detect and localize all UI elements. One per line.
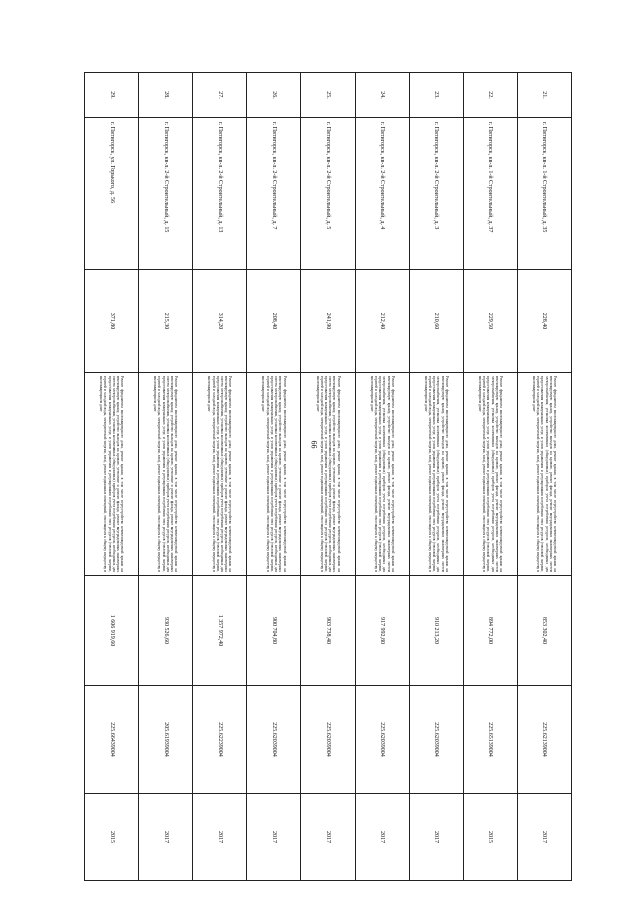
address-cell: г. Пятигорск, кв-л. 1-й Строительный, д. 37 — [463, 118, 517, 270]
cost-cell: 894 772,00 — [463, 576, 517, 686]
row-number: 29. — [85, 73, 139, 118]
address-cell: г. Пятигорск, кв-л. 2-й Строительный, д. 4 — [355, 118, 409, 270]
row-number: 25. — [301, 73, 355, 118]
cost-cell: 1 606 919,60 — [85, 576, 139, 686]
rotated-table-frame — [84, 72, 572, 880]
table-row — [355, 73, 409, 881]
budget-code-cell: 225.65139004 — [463, 686, 517, 794]
cost-cell: 900 704,80 — [247, 576, 301, 686]
table-row — [139, 73, 193, 881]
address-cell: г. Пятигорск, кв-л. 1-й Строительный, д. 35 — [517, 118, 571, 270]
year-cell: 2017 — [301, 794, 355, 881]
cost-cell: 910 213,20 — [409, 576, 463, 686]
area-cell: 208,40 — [247, 270, 301, 373]
year-cell: 2017 — [355, 794, 409, 881]
year-cell: 2017 — [247, 794, 301, 881]
cost-cell: 903 738,40 — [301, 576, 355, 686]
table-row — [409, 73, 463, 881]
address-cell: г. Пятигорск, кв-л. 2-й Строительный, д. 13 — [193, 118, 247, 270]
table-row — [301, 73, 355, 881]
row-number: 24. — [355, 73, 409, 118]
address-cell: г. Пятигорск, кв-л. 2-й Строительный, д. 3 — [409, 118, 463, 270]
address-cell: г. Пятигорск, кв-л. 2-й Строительный, д. 15 — [139, 118, 193, 270]
row-number: 27. — [193, 73, 247, 118]
works-description-cell: Ремонт фундамента многоквартирного дома, ремонт крыши, в том числе переустройство невентилируемой крыши на вентилируемую крышу, устройство выходов на кровлю, ремонт фасада, ремонт внутридомовых инженерных систем электроснабжения, установка коллективных (общедомовых) приборов учета потребления ресурсов, необходимых для предоставления коммунальных услуг, и узлов управления и регулирования потребления этих ресурсов (тепловой энергии, горячей и холодной воды, электрической энергии, газа), ремонт подвальных помещений, относящихся к общему имуществу в многоквартирном доме — [517, 373, 571, 576]
budget-code-cell: 225.62039004 — [247, 686, 301, 794]
year-cell: 2015 — [463, 794, 517, 881]
works-description-cell: Ремонт фундамента многоквартирного дома, ремонт крыши, в том числе переустройство невентилируемой крыши на вентилируемую крышу, устройство выходов на кровлю, утепление и ремонт фасада, ремонт внутридомовых инженерных систем электроснабжения, установка коллективных (общедомовых) приборов учета потребления ресурсов, необходимых для предоставления коммунальных услуг, и узлов управления и регулирования потребления этих ресурсов (тепловой энергии, горячей и холодной воды, электрической энергии, газа), ремонт подвальных помещений, относящихся к общему имуществу в многоквартирном доме — [193, 373, 247, 576]
cost-cell: 853 302,40 — [517, 576, 571, 686]
budget-code-cell: 225.62039004 — [355, 686, 409, 794]
cost-cell: 1 357 972,40 — [193, 576, 247, 686]
works-description-cell: Ремонт фундамента многоквартирного дома, ремонт крыши, в том числе переустройство невентилируемой крыши на вентилируемую крышу, устройство выходов на кровлю, утепление и ремонт фасада, ремонт внутридомовых инженерных систем электроснабжения, установка коллективных (общедомовых) приборов учета потребления ресурсов, необходимых для предоставления коммунальных услуг, и узлов управления и регулирования потребления этих ресурсов (тепловой энергии, горячей и холодной воды, электрической энергии, газа), ремонт подвальных помещений, относящихся к общему имуществу в многоквартирном доме — [139, 373, 193, 576]
page-number: 66 — [309, 440, 319, 449]
area-cell: 314,20 — [193, 270, 247, 373]
budget-code-cell: 225.62139004 — [517, 686, 571, 794]
area-cell: 228,40 — [517, 270, 571, 373]
area-cell: 215,30 — [139, 270, 193, 373]
area-cell: 210,60 — [409, 270, 463, 373]
row-number: 23. — [409, 73, 463, 118]
address-cell: г. Пятигорск, кв-л. 2-й Строительный, д. 5 — [301, 118, 355, 270]
works-description-cell: Ремонт фундамента многоквартирного дома, ремонт крыши, в том числе переустройство невентилируемой крыши на вентилируемую крышу, устройство выходов на кровлю, ремонт фасада, ремонт внутридомовых инженерных систем электроснабжения, установка коллективных (общедомовых) приборов учета потребления ресурсов, необходимых для предоставления коммунальных услуг, и узлов управления и регулирования потребления этих ресурсов (тепловой энергии, горячей и холодной воды, электрической энергии, газа), ремонт подвальных помещений, относящихся к общему имуществу в многоквартирном доме — [355, 373, 409, 576]
area-cell: 371,80 — [85, 270, 139, 373]
area-cell: 212,40 — [355, 270, 409, 373]
works-description-cell: Ремонт фундамента многоквартирного дома, ремонт крыши, в том числе переустройство невентилируемой крыши на вентилируемую крышу, устройство выходов на кровлю, ремонт фасада, ремонт внутридомовых инженерных систем электроснабжения, установка коллективных (общедомовых) приборов учета потребления ресурсов, необходимых для предоставления коммунальных услуг, и узлов управления и регулирования потребления этих ресурсов (тепловой энергии, горячей и холодной воды, электрической энергии, газа), ремонт подвальных помещений, относящихся к общему имуществу в многоквартирном доме — [463, 373, 517, 576]
table-body — [85, 73, 572, 881]
budget-code-cell: 225.62039004 — [409, 686, 463, 794]
repair-program-table — [84, 72, 572, 881]
works-description-cell: Ремонт фундамента многоквартирного дома, ремонт крыши, в том числе переустройство невентилируемой крыши на вентилируемую крышу, устройство выходов на кровлю, утепление и ремонт фасада, ремонт внутридомовых инженерных систем электроснабжения, установка коллективных (общедомовых) приборов учета потребления ресурсов, необходимых для предоставления коммунальных услуг, и узлов управления и регулирования потребления этих ресурсов (тепловой энергии, горячей и холодной воды, электрической энергии, газа), ремонт подвальных помещений, относящихся к общему имуществу в многоквартирном доме — [85, 373, 139, 576]
address-cell: г. Пятигорск, ул. Горького, д. 56 — [85, 118, 139, 270]
budget-code-cell: 205.61939004 — [139, 686, 193, 794]
area-cell: 229,50 — [463, 270, 517, 373]
table-row — [517, 73, 571, 881]
table-row — [85, 73, 139, 881]
year-cell: 2017 — [517, 794, 571, 881]
table-row — [193, 73, 247, 881]
cost-cell: 917 992,80 — [355, 576, 409, 686]
address-cell: г. Пятигорск, кв-л. 2-й Строительный, д. 7 — [247, 118, 301, 270]
budget-code-cell: 225.66439004 — [85, 686, 139, 794]
year-cell: 2017 — [409, 794, 463, 881]
table-container — [84, 72, 572, 880]
budget-code-cell: 225.62239004 — [193, 686, 247, 794]
year-cell: 2017 — [193, 794, 247, 881]
row-number: 26. — [247, 73, 301, 118]
budget-code-cell: 225.62039004 — [301, 686, 355, 794]
row-number: 28. — [139, 73, 193, 118]
year-cell: 2015 — [85, 794, 139, 881]
works-description-cell: Ремонт фундамента многоквартирного дома, ремонт крыши, в том числе переустройство невентилируемой крыши на вентилируемую крышу, устройство выходов на кровлю, утепление и ремонт фасада, ремонт внутридомовых инженерных систем электроснабжения, установка коллективных (общедомовых) приборов учета потребления ресурсов, необходимых для предоставления коммунальных услуг, и узлов управления и регулирования потребления этих ресурсов (тепловой энергии, горячей и холодной воды, электрической энергии, газа), ремонт подвальных помещений, относящихся к общему имуществу в многоквартирном доме — [301, 373, 355, 576]
table-row — [463, 73, 517, 881]
cost-cell: 930 526,60 — [139, 576, 193, 686]
year-cell: 2017 — [139, 794, 193, 881]
table-row — [247, 73, 301, 881]
row-number: 22. — [463, 73, 517, 118]
works-description-cell: Ремонт фундамента многоквартирного дома, ремонт крыши, в том числе переустройство невентилируемой крыши на вентилируемую крышу, устройство выходов на кровлю, утепление и ремонт фасада, ремонт внутридомовых инженерных систем электроснабжения, установка коллективных (общедомовых) приборов учета потребления ресурсов, необходимых для предоставления коммунальных услуг, и узлов управления и регулирования потребления этих ресурсов (тепловой энергии, горячей и холодной воды, электрической энергии, газа), ремонт подвальных помещений, относящихся к общему имуществу в многоквартирном доме — [247, 373, 301, 576]
works-description-cell: Ремонт фундамента многоквартирного дома, ремонт крыши, в том числе переустройство невентилируемой крыши на вентилируемую крышу, устройство выходов на кровлю, ремонт фасада, ремонт внутридомовых инженерных систем электроснабжения, установка коллективных (общедомовых) приборов учета потребления ресурсов, необходимых для предоставления коммунальных услуг, и узлов управления и регулирования потребления этих ресурсов (тепловой энергии, горячей и холодной воды, электрической энергии, газа), ремонт подвальных помещений, относящихся к общему имуществу в многоквартирном доме — [409, 373, 463, 576]
row-number: 21. — [517, 73, 571, 118]
area-cell: 241,90 — [301, 270, 355, 373]
